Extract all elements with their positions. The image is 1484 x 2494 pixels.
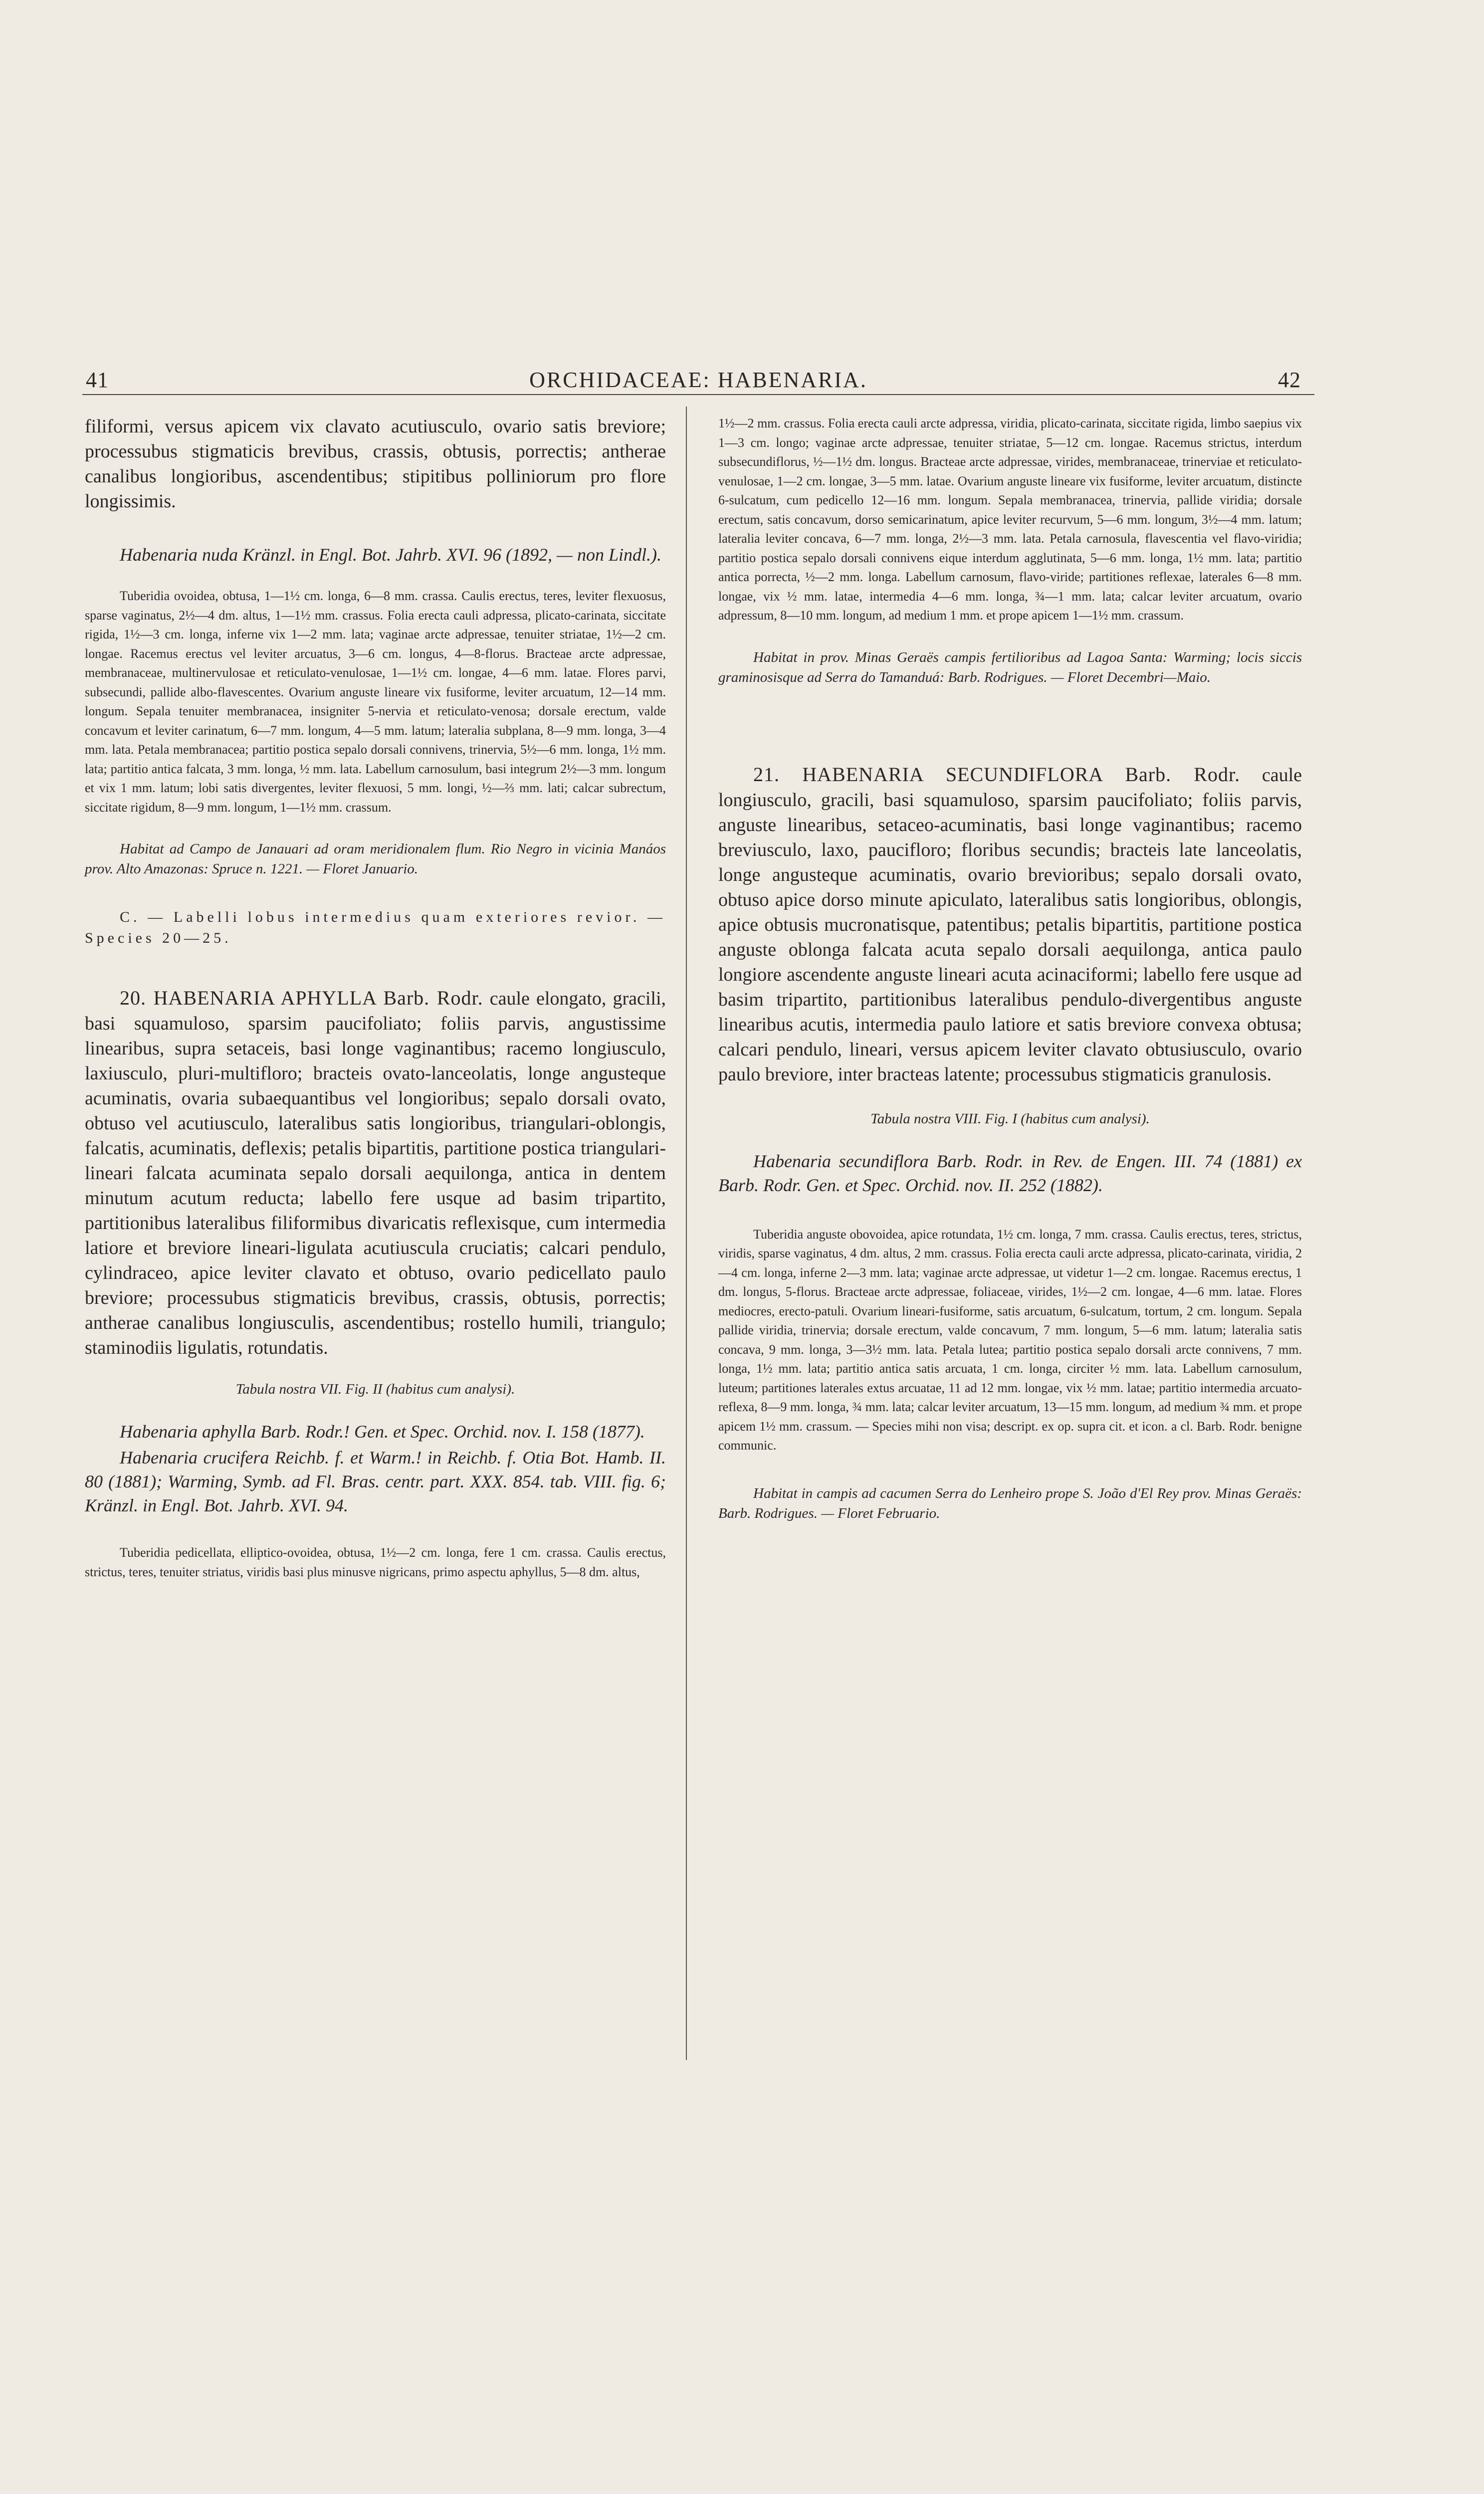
species-21-text: [718, 762, 1302, 1087]
nuda-description: Tuberidia ovoidea, obtusa, 1—1½ cm. longa, 6—8 mm. crassa. Caulis erectus, teres, leviter flexuosus, sparse vaginatus, 2½—4 dm. altus, 1—1½ mm. crassus. Folia erecta cauli adpressa, plicato-carinata, siccitate rigida, 1½—3 cm. longa, inferne vix 1—2 mm. lata; vaginae arcte adpressae, tenuiter striatae, 1½—2 cm. longae. Racemus erectus vel leviter arcuatus, 3—6 cm. longus, 4—8-florus. Bracteae arcte adpressae, membranaceae, multinervulosae et reticulato-venulosae, 1—1½ cm. longae, 4—6 mm. latae. Flores parvi, subsecundi, pallide albo-flavescentes. Ovarium anguste lineare vix fusiforme, leviter arcuatum, 12—14 mm. longum. Sepala tenuiter membranacea, insigniter 5-nervia et reticulato-venosa; dorsale erectum, valde concavum et leviter carinatum, 6—7 mm. longum, 4—5 mm. latum; lateralia subplana, 8—9 mm. longa, 3—4 mm. lata. Petala membranacea; partitio postica sepalo dorsali connivens, trinervia, 5½—6 mm. longa, 1½ mm. lata; partitio antica falcata, 3 mm. longa, ½ mm. lata. Labellum carnosulum, basi integrum 2½—3 mm. longum et vix 1 mm. latum; lobi satis divergentes, leviter flexuosi, 5 mm. longi, ½—⅔ mm. lati; calcar subrectum, siccitate rigidum, 8—9 mm. longum, 1—1½ mm. crassum.: [85, 589, 666, 815]
continued-description: filiformi, versus apicem vix clavato acutiusculo, ovario satis breviore; processubus stigmaticis brevibus, crassis, obtusis, porrectis; antherae canalibus longioribus, ascendentibus; stipitibus polliniorum pro flore longissimis.: [85, 416, 666, 512]
species-21-heading: 21. HABENARIA SECUNDIFLORA Barb. Rodr.: [753, 763, 1241, 786]
species-20-heading: 20. HABENARIA APHYLLA Barb. Rodr.: [120, 987, 483, 1009]
species-20-description-continued: 1½—2 mm. crassus. Folia erecta cauli arcte adpressa, viridia, plicato-carinata, siccitate rigida, limbo saepius vix 1—3 cm. longo; vaginae arcte adpressae, tenuiter striatae, 5—12 cm. longae. Racemus strictus, interdum subsecundiflorus, ½—1½ dm. longus. Bracteae arcte adpressae, virides, membranaceae, trinerviae et reticulato-venulosae, 1—2 cm. longae, 3—5 mm. latae. Ovarium anguste lineare vix fusiforme, leviter arcuatum, distincte 6-sulcatum, cum pedicello 12—16 mm. longum. Sepala membranacea, trinervia, pallide viridia; dorsale erectum, satis concavum, dorso semicarinatum, apice leviter recurvum, 5—6 mm. longum, 3½—4 mm. latum; lateralia leviter concava, 6—7 mm. longa, 2½—3 mm. lata. Petala carnosula, flavescentia vel flavo-viridia; partitio postica sepalo dorsali connivens eique interdum agglutinata, 5—6 mm. longa, 1½ mm. lata; partitio antica porrecta, ½—2 mm. longa. Labellum carnosum, flavo-viride; partitiones reflexae, laterales 6—8 mm. longae, vix ½ mm. latae, intermedia 4—6 mm. longa, ¾—1 mm. lata; calcar leviter arcuatum, ovario adpressum, 8—10 mm. longum, ad medium 1 mm. et prope apicem 1—1½ mm. crassum.: [718, 416, 1302, 623]
header-rule: [82, 394, 1314, 395]
key-section-c: C. — Labelli lobus intermedius quam exteriores revior. — Species 20—25.: [85, 909, 666, 946]
species-20-diagnosis: caule elongato, gracili, basi squamuloso, sparsim paucifoliato; foliis parvis, angustissime linearibus, supra setaceis, basi longe vaginantibus; racemo longiusculo, laxiusculo, pluri-multifloro; bracteis ovato-lanceolatis, longe angusteque acuminatis, ovaria subaequantibus vel longioribus; sepalo dorsali ovato, obtuso vel acutiusculo, lateralibus satis longioribus, triangulari-oblongis, falcatis, acuminatis, deflexis; petalis bipartitis, partitione postica triangulari-lineari falcata acuminata sepalo dorsali aequilonga, antica in dentem minutum acutum reducta; labello fere usque ad basim tripartito, partitionibus lateralibus filiformibus divaricatis reflexisque, cum intermedia latiore et breviore lineari-ligulata acutiuscula cruciatis; calcari pendulo, cylindraceo, apice leviter clavato et obtuso, ovario pedicellato paulo breviore; processubus stigmaticis brevibus, crassis, obtusis, porrectis; antherae canalibus longiusculis, ascendentibus; rostello humili, triangulo; staminodiis ligulatis, rotundatis.: [85, 988, 666, 1358]
species-21-description: Tuberidia anguste obovoidea, apice rotundata, 1½ cm. longa, 7 mm. crassa. Caulis erectus, teres, strictus, viridis, sparse vaginatus, 4 dm. altus, 2 mm. crassus. Folia erecta cauli arcte adpressa, plicato-carinata, viridia, 2—4 cm. longa, inferne 2—3 mm. lata; vaginae arcte adpressae, ut videtur 1—2 cm. longae. Racemus erectus, 1 dm. longus, 5-florus. Bracteae arcte adpressae, foliaceae, virides, 1½—2 cm. longae, 4—6 mm. latae. Flores mediocres, erecto-patuli. Ovarium lineari-fusiforme, satis arcuatum, 6-sulcatum, tortum, 2 cm. longum. Sepala pallide viridia, trinervia; dorsale erectum, valde concavum, 7 mm. longum, 5—6 mm. latum; lateralia satis concava, 9 mm. longa, 3—3½ mm. lata. Petala lutea; partitio postica sepalo dorsali arcte connivens, 7 mm. longa, 1½ mm. lata; partitio antica satis arcuata, 1 cm. longa, circiter ½ mm. lata. Labellum carnosulum, luteum; partitiones laterales extus arcuatae, 11 ad 12 mm. longae, vix ½ mm. latae; partitio intermedia arcuato-reflexa, 8—9 mm. longa, ¾ mm. lata; calcar leviter arcuatum, 13—15 mm. longum, ad medium ¾ mm. et prope apicem 1½ mm. crassum. — Species mihi non visa; descript. ex op. supra cit. et icon. a cl. Barb. Rodr. benigne communic.: [718, 1227, 1302, 1453]
page-header: [80, 363, 1317, 398]
species-20-plate-caption: Tabula nostra VII. Fig. II (habitus cum analysi).: [235, 1381, 515, 1397]
species-21-plate-caption: Tabula nostra VIII. Fig. I (habitus cum analysi).: [870, 1110, 1150, 1127]
nuda-reference: Habenaria nuda Kränzl. in Engl. Bot. Jahrb. XVI. 96 (1892, — non Lindl.).: [120, 545, 661, 565]
species-20-habitat: Habitat in prov. Minas Geraës campis fertilioribus ad Lagoa Santa: Warming; locis siccis graminosisque ad Serra do Tamanduá: Barb. Rodrigues. — Floret Decembri—Maio.: [718, 649, 1302, 685]
left-column: [85, 414, 666, 1582]
nuda-habitat: Habitat ad Campo de Janauari ad oram meridionalem flum. Rio Negro in vicinia Manáos prov. Alto Amazonas: Spruce n. 1221. — Floret Januario.: [85, 841, 666, 877]
page-number-right: 42: [1278, 368, 1301, 392]
page-number-left: 41: [86, 368, 109, 392]
running-title: ORCHIDACEAE: HABENARIA.: [529, 368, 867, 392]
species-21-diagnosis: caule longiusculo, gracili, basi squamuloso, sparsim paucifoliato; foliis parvis, anguste linearibus, setaceo-acuminatis, basi longe vaginantibus; racemo breviusculo, laxo, paucifloro; floribus secundis; bracteis late lanceolatis, longe angusteque acuminatis, ovario brevioribus; sepalo dorsali ovato, obtuso apice dorso minute apiculato, lateralibus satis longioribus, oblongis, apice obtusis mucronatisque, patentibus; petalis bipartitis, partitione postica anguste oblonga falcata acuta sepalo dorsali aequilonga, antica paulo longiore ascendente anguste lineari acuta acinaciformi; labello fere usque ad basim tripartito, partitionibus lateralibus pendulo-divergentibus anguste linearibus acutis, intermedia paulo latiore et satis breviore convexa obtusa; calcari pendulo, lineari, versus apicem leviter clavato obtusiusculo, ovario paulo breviore, inter bracteas latente; processubus stigmaticis granulosis.: [718, 764, 1302, 1085]
right-column: [718, 414, 1302, 1523]
column-divider: [686, 407, 687, 2060]
species-20-synonym-2: Habenaria crucifera Reichb. f. et Warm.! in Reichb. f. Otia Bot. Hamb. II. 80 (1881); Warming, Symb. ad Fl. Bras. centr. part. XXX. 854. tab. VIII. fig. 6; Kränzl. in Engl. Bot. Jahrb. XVI. 94.: [85, 1448, 666, 1515]
species-20-synonym-1: Habenaria aphylla Barb. Rodr.! Gen. et Spec. Orchid. nov. I. 158 (1877).: [120, 1422, 645, 1442]
species-21-habitat: Habitat in campis ad cacumen Serra do Lenheiro prope S. João d'El Rey prov. Minas Geraës: Barb. Rodrigues. — Floret Februario.: [718, 1485, 1302, 1521]
species-20-description: Tuberidia pedicellata, elliptico-ovoidea, obtusa, 1½—2 cm. longa, fere 1 cm. crassa. Caulis erectus, strictus, teres, tenuiter striatus, viridis basi plus minusve nigricans, primo aspectu aphyllus, 5—8 dm. altus,: [85, 1545, 666, 1579]
species-21-synonym: Habenaria secundiflora Barb. Rodr. in Rev. de Engen. III. 74 (1881) ex Barb. Rodr. Gen. et Spec. Orchid. nov. II. 252 (1882).: [718, 1151, 1302, 1195]
species-20-text: [85, 986, 666, 1360]
